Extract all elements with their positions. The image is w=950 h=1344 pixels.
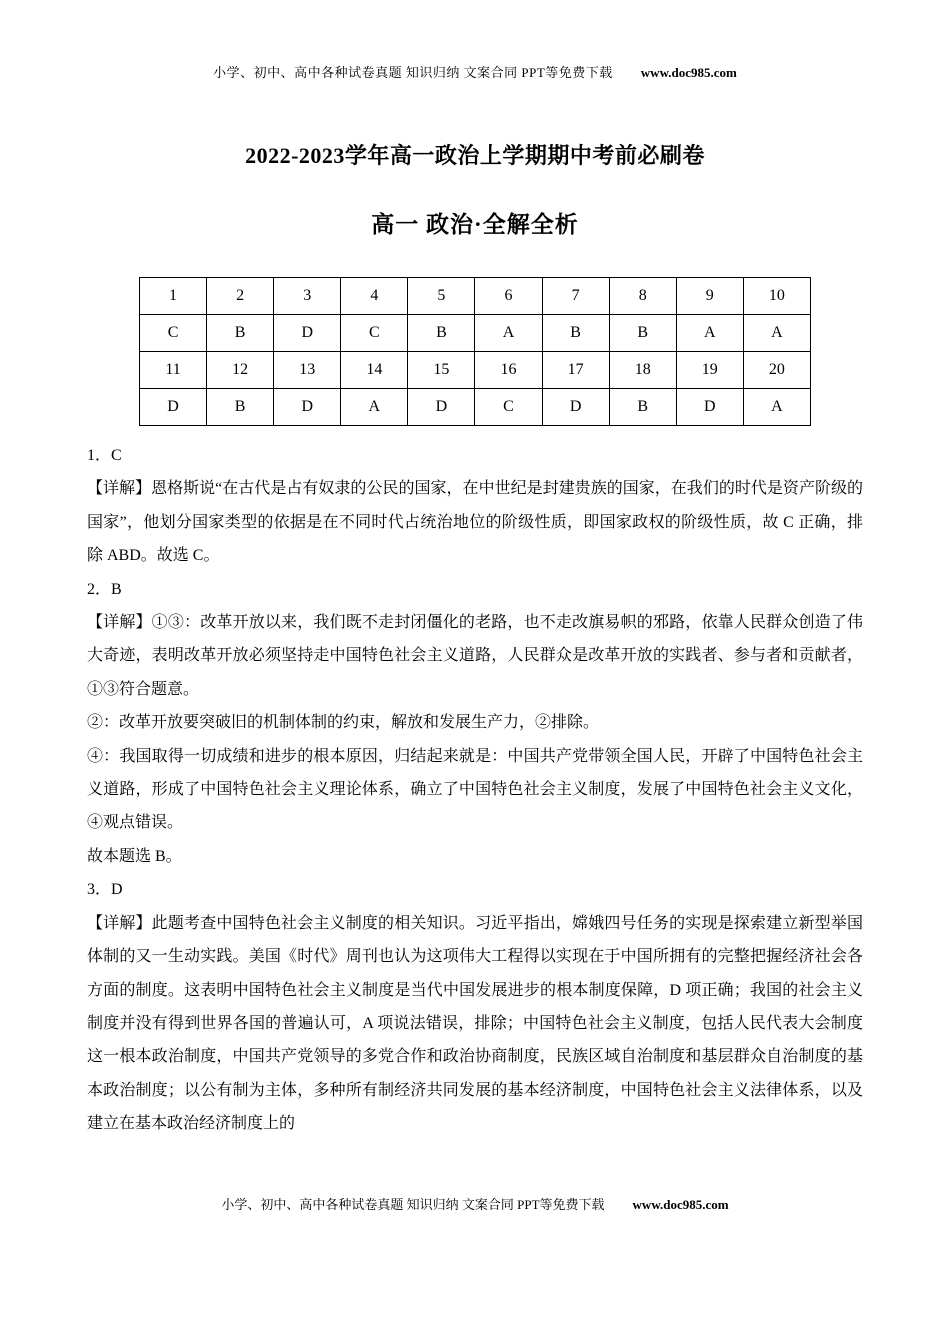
header-site-text: 小学、初中、高中各种试卷真题 知识归纳 文案合同 PPT等免费下载 [213,65,613,80]
page-header [87,62,863,81]
question-number-cell: 9 [676,278,743,315]
explanation-paragraph: 【详解】①③：改革开放以来，我们既不走封闭僵化的老路，也不走改旗易帜的邪路，依靠人民群众创造了伟大奇迹，表明改革开放必须坚持走中国特色社会主义道路，人民群众是改革开放的实践者、参与者和贡献者，①③符合题意。 [87,614,863,698]
question-number-cell: 5 [408,278,475,315]
answer-label: 3．D [87,881,123,899]
question-number-cell: 6 [475,278,542,315]
answer-letter-cell: B [609,389,676,426]
question-number-cell: 1 [140,278,207,315]
question-number-cell: 10 [743,278,810,315]
answer-letter-cell: D [274,315,341,352]
question-number-cell: 16 [475,352,542,389]
answer-letter-cell: D [140,389,207,426]
explanation-paragraph: 故本题选 B。 [87,847,182,865]
question-number-cell: 2 [207,278,274,315]
answer-letter-cell: A [743,315,810,352]
answer-letter-cell: B [207,389,274,426]
question-number-cell: 7 [542,278,609,315]
footer-site-url[interactable]: www.doc985.com [632,1197,729,1212]
answer-label: 2．B [87,580,122,598]
answer-letter-cell: A [743,389,810,426]
explanations [87,439,863,1141]
question-number-cell: 3 [274,278,341,315]
answer-letter-cell: B [542,315,609,352]
document-title: 2022-2023学年高一政治上学期期中考前必刷卷 [245,143,705,168]
answer-letter-row [140,389,811,426]
question-number-cell: 14 [341,352,408,389]
explanation-paragraph: ②：改革开放要突破旧的机制体制的约束，解放和发展生产力，②排除。 [87,714,600,732]
explanation-block [87,573,863,874]
question-number-row [140,278,811,315]
answer-letter-cell: C [475,389,542,426]
answer-letter-cell: C [140,315,207,352]
explanation-block [87,873,863,1140]
answer-letter-cell: A [475,315,542,352]
answer-letter-cell: B [207,315,274,352]
explanation-paragraph: 【详解】恩格斯说“在古代是占有奴隶的公民的国家，在中世纪是封建贵族的国家，在我们的时代是资产阶级的国家”，他划分国家类型的依据是在不同时代占统治地位的阶级性质，即国家政权的阶级性质，故 C 正确，排除 ABD。故选 C。 [87,480,863,565]
document-subtitle: 高一 政治·全解全析 [371,212,579,237]
question-number-cell: 11 [140,352,207,389]
question-number-cell: 12 [207,352,274,389]
page-footer [0,1194,950,1213]
answer-letter-cell: B [609,315,676,352]
explanation-paragraph: ④：我国取得一切成绩和进步的根本原因，归结起来就是：中国共产党带领全国人民，开辟了中国特色社会主义道路，形成了中国特色社会主义理论体系，确立了中国特色社会主义制度，发展了中国特色社会主义文化，④观点错误。 [87,747,863,832]
question-number-cell: 13 [274,352,341,389]
answer-table-body [140,278,811,426]
answer-letter-cell: D [542,389,609,426]
question-number-row [140,352,811,389]
answer-key-table [139,277,811,426]
question-number-cell: 8 [609,278,676,315]
question-number-cell: 15 [408,352,475,389]
question-number-cell: 20 [743,352,810,389]
footer-site-text: 小学、初中、高中各种试卷真题 知识归纳 文案合同 PPT等免费下载 [221,1197,605,1212]
answer-letter-cell: D [408,389,475,426]
header-site-url[interactable]: www.doc985.com [640,65,737,80]
answer-letter-cell: C [341,315,408,352]
question-number-cell: 18 [609,352,676,389]
answer-letter-cell: B [408,315,475,352]
explanation-paragraph: 【详解】此题考查中国特色社会主义制度的相关知识。习近平指出，嫦娥四号任务的实现是探索建立新型举国体制的又一生动实践。美国《时代》周刊也认为这项伟大工程得以实现在于中国所拥有的完整把握经济社会各方面的制度。这表明中国特色社会主义制度是当代中国发展进步的根本制度保障，D 项正确；我国的社会主义制度并没有得到世界各国的普遍认可，A 项说法错误，排除；中国特色社会主义制度，包括人民代表大会制度这一根本政治制度，中国共产党领导的多党合作和政治协商制度，民族区域自治制度和基层群众自治制度的基本政治制度；以公有制为主体，多种所有制经济共同发展的基本经济制度，中国特色社会主义法律体系，以及建立在基本政治经济制度上的 [87,914,863,1133]
question-number-cell: 4 [341,278,408,315]
answer-letter-cell: A [341,389,408,426]
answer-label: 1．C [87,447,122,464]
answer-letter-cell: D [676,389,743,426]
answer-letter-row [140,315,811,352]
question-number-cell: 17 [542,352,609,389]
explanation-block [87,439,863,573]
question-number-cell: 19 [676,352,743,389]
answer-letter-cell: A [676,315,743,352]
answer-letter-cell: D [274,389,341,426]
